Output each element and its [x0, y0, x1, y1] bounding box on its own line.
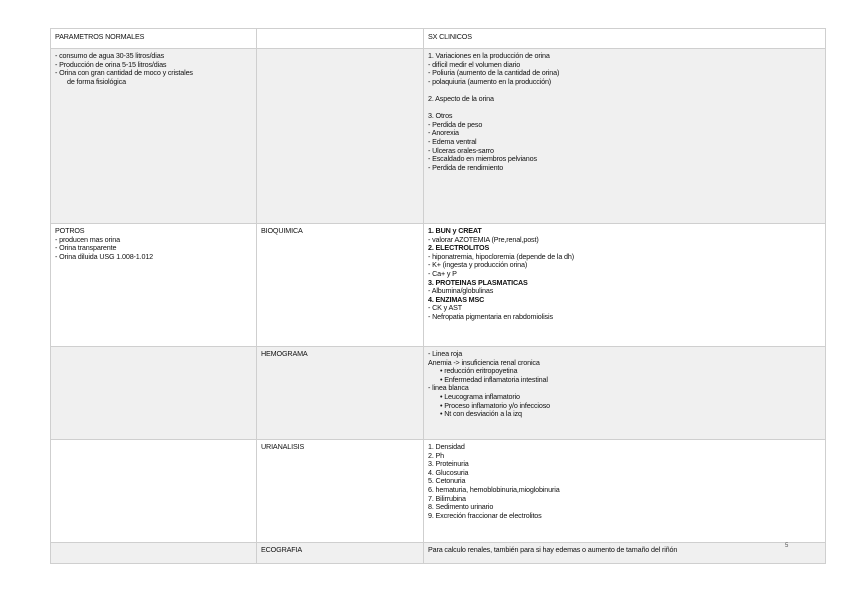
list-item: - CK y AST [428, 303, 463, 313]
list-item: - Anorexia [428, 128, 459, 138]
list-item: - Orina transparente [55, 243, 117, 253]
list-item: 1. Densidad [428, 442, 465, 451]
list-item: 3. PROTEINAS PLASMATICAS [428, 277, 528, 287]
list-item: - Albumina/globulinas [428, 286, 494, 296]
row1-clinical-signs-cell [424, 49, 826, 224]
page-number: 5 [785, 543, 789, 549]
list-item: • Nt con desviación a la izq [440, 409, 522, 419]
list-item: - K+ (ingesta y producción orina) [428, 260, 528, 270]
list-item: 4. Glucosuria [428, 467, 469, 477]
header-clinical-signs: SX CLINICOS [424, 29, 826, 49]
list-item: - linea blanca [428, 383, 469, 393]
list-item: - hiponatremia, hipocloremia (depende de la dh) [428, 251, 574, 261]
list-item: - Linea roja [428, 349, 463, 358]
list-item: - consumo de agua 30-35 litros/dias [55, 51, 165, 60]
list-item: 8. Sedimento urinario [428, 502, 494, 512]
list-item: - difícil medir el volumen diario [428, 59, 521, 69]
table-row [51, 49, 826, 224]
list-item: 3. Proteinuria [428, 459, 469, 469]
row5-ultrasound-cell: ECOGRAFIA [257, 543, 424, 564]
list-item: - producen mas orina [55, 234, 120, 244]
list-item: 2. ELECTROLITOS [428, 243, 490, 253]
list-item: 3. Otros [428, 111, 453, 121]
list-item: - Perdida de rendimiento [428, 162, 504, 172]
list-item: - Perdida de peso [428, 119, 483, 129]
list-item: - Nefropatia pigmentaria en rabdomiolisis [428, 311, 553, 321]
table-header-row [51, 29, 826, 49]
list-item: - Orina con gran cantidad de moco y cristales [55, 68, 193, 78]
list-item: Anemia -> insuficiencia renal cronica [428, 357, 540, 367]
list-item: 1. Variaciones en la producción de orina [428, 51, 550, 60]
list-item: 9. Excreción fraccionar de electrolitos [428, 510, 542, 520]
list-item: • Leucograma inflamatorio [440, 391, 520, 401]
list-item: 1. BUN y CREAT [428, 226, 482, 235]
table-row [51, 347, 826, 440]
list-item: 6. hematuria, hemoblobinuria,mioglobinuria [428, 484, 560, 494]
row4-urinalysis-details-cell [424, 440, 826, 543]
row3-hemogram-details-cell [424, 347, 826, 440]
list-item: - Producción de orina 5-15 litros/dias [55, 59, 167, 69]
list-item: - polaquiuria (aumento en la producción) [428, 76, 552, 86]
list-item: - Edema ventral [428, 136, 477, 146]
list-item: Para calculo renales, también para si hay edemas o aumento de tamaño del riñón [428, 545, 678, 554]
row2-biochemistry-details-cell [424, 224, 826, 347]
table-row [51, 224, 826, 347]
spacer [428, 104, 821, 113]
list-item: 2. Ph [428, 450, 445, 460]
list-item: 7. Bilirrubina [428, 493, 466, 503]
list-item: - valorar AZOTEMIA (Pre,renal,post) [428, 234, 539, 244]
list-item: 4. ENZIMAS MSC [428, 294, 485, 304]
row1-empty-cell [257, 49, 424, 224]
row3-hemogram-cell: HEMOGRAMA [257, 347, 424, 440]
row4-urinalysis-cell: URIANALISIS [257, 440, 424, 543]
row4-empty-cell [51, 440, 257, 543]
row1-normal-params-cell [51, 49, 257, 224]
row2-foals-cell [51, 224, 257, 347]
list-item: de forma fisiológica [67, 76, 126, 86]
list-item: • reducción eritropoyetina [440, 366, 518, 376]
list-item: POTROS [55, 226, 85, 235]
row5-empty-cell [51, 543, 257, 564]
table-row [51, 440, 826, 543]
list-item: - Orina diluida USG 1.008-1.012 [55, 251, 154, 261]
list-item: - Escaldado en miembros pelvianos [428, 154, 537, 164]
list-item: - Ulceras orales-sarro [428, 145, 494, 155]
list-item: - Ca+ y P [428, 268, 457, 278]
table-row [51, 543, 826, 564]
row5-ultrasound-details-cell [424, 543, 826, 564]
list-item: - Poliuria (aumento de la cantidad de orina) [428, 68, 560, 78]
list-item: • Proceso inflamatorio y/o infeccioso [440, 400, 551, 410]
row3-empty-cell [51, 347, 257, 440]
list-item: • Enfermedad inflamatoria intestinal [440, 374, 548, 384]
clinical-table [50, 28, 826, 564]
header-empty [257, 29, 424, 49]
list-item: 5. Cetonuria [428, 476, 466, 486]
row2-biochemistry-cell: BIOQUIMICA [257, 224, 424, 347]
header-normal-params: PARAMETROS NORMALES [51, 29, 257, 49]
list-item: 2. Aspecto de la orina [428, 93, 494, 103]
